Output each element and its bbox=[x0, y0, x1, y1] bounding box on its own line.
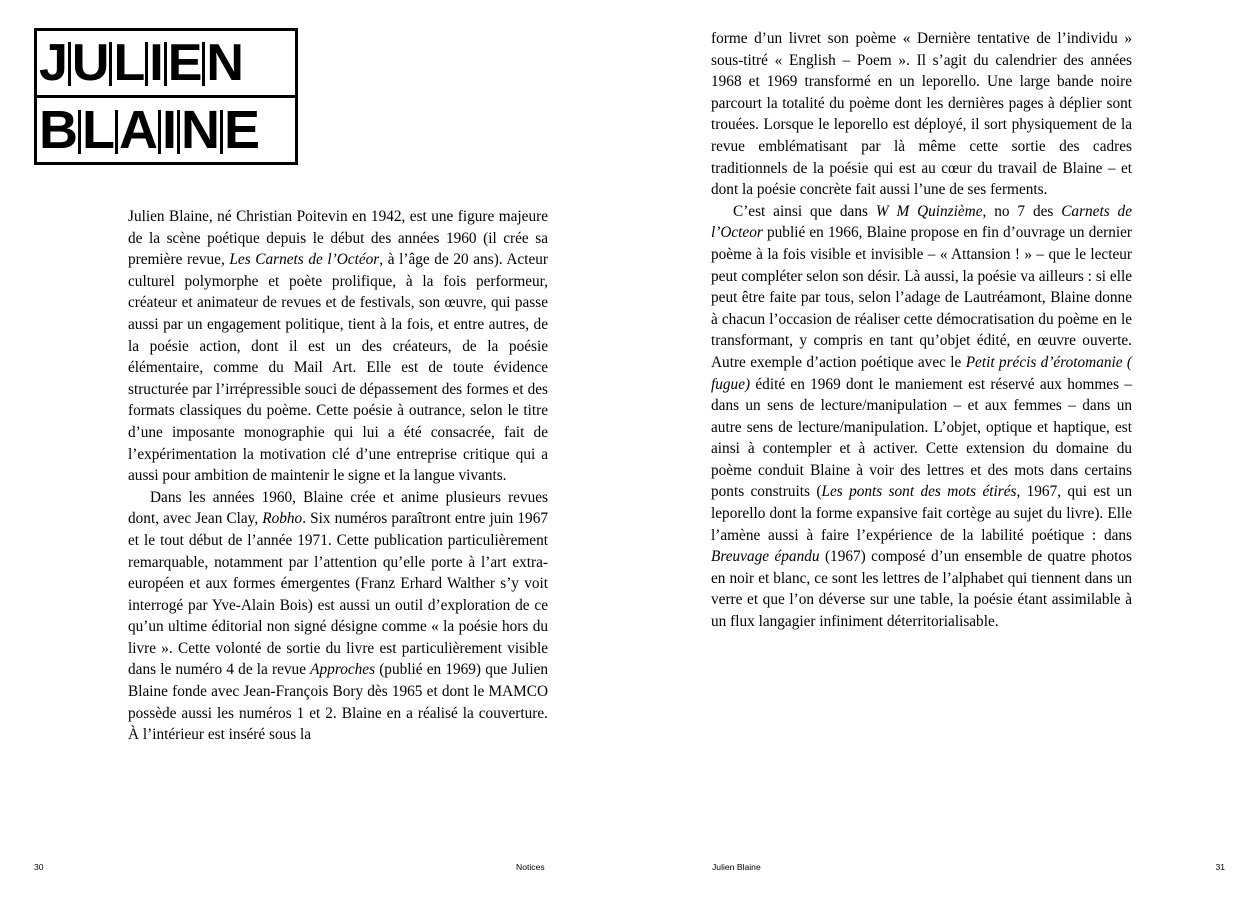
paragraph: Julien Blaine, né Christian Poitevin en 1942, est une figure majeure de la scène poétique depuis le début des années 1960 (il crée sa première revue, Les Carnets de l’Octéor, à l’âge de 20 ans). Acteur culturel polymorphe et poète prolifique, à la fois performeur, créateur et animateur de revues et de festivals, son œuvre, qui passe aussi par un engagement politique, tient à la fois, et entre autres, de la poésie action, dont il est un des créateurs, de la poésie élémentaire, comme du Mail Art. Elle est de toute évidence structurée par l’irrépressible souci de dépassement des formes et des formats classiques du poème. Cette poésie à outrance, selon le titre d’une imposante monographie qui lui a été consacrée, fait de l’expérimentation la motivation clé d’une entreprise critique qui a aussi pour ambition de maintenir le signe et la langue vivants. bbox=[128, 208, 549, 485]
paragraph: forme d’un livret son poème « Dernière tentative de l’individu » sous-titré « English – Poem ». Il s’agit du calendrier des années 1968 et 1969 transformé en un leporello. Une large bande noire parcourt la totalité du poème dont les dernières pages à déplier sont trouées. Lorsque le leporello est déployé, il sort physiquement de la revue emblématisant par là même cette sortie des cadres traditionnels de la poésie qui est au cœur du travail de Blaine – et dont la poésie concrète fait aussi l’une de ses ferments. bbox=[711, 30, 1132, 199]
footer bbox=[0, 862, 1259, 876]
title-rule bbox=[177, 110, 180, 154]
right-section-label: Julien Blaine bbox=[712, 862, 761, 872]
page-title-line-1-text: JULIEN bbox=[39, 34, 243, 92]
left-section-label: Notices bbox=[516, 862, 545, 872]
paragraph: C’est ainsi que dans W M Quinzième, no 7 des Carnets de l’Octeor publié en 1966, Blaine propose en fin d’ouvrage un dernier poème à la fois visible et invisible – « Attansion ! » – que le lecteur peut compléter selon son désir. Là aussi, la poésie va ailleurs : si elle peut être faite par tous, selon l’adage de Lautréamont, Blaine donne à chacun l’occasion de réaliser cette démocratisation du poème en le transformant, y compris en tant qu’objet édité, en œuvre ouverte. Autre exemple d’action poétique avec le Petit précis d’érotomanie ( fugue) édité en 1969 dont le maniement est réservé aux hommes – dans un sens de lecture/manipulation – et aux femmes – dans un autre sens de lecture/manipulation. L’objet, optique et haptique, est ainsi à contempler et à activer. Cette extension du domaine du poème conduit Blaine à voir des lettres et des mots dans certains ponts construits (Les ponts sont des mots étirés, 1967, qui est un leporello dont la forme expansive fait cortège au sujet du livre). Elle l’amène aussi à faire l’expérience de la labilité poétique : dans Breuvage épandu (1967) composé d’un ensemble de quatre photos en noir et blanc, ce sont les lettres de l’alphabet qui tiennent dans un verre et que l’on déverse sur une table, la poésie étant assimilable à un flux langagier infiniment déterritorialisable. bbox=[711, 202, 1132, 631]
page-title bbox=[34, 28, 298, 165]
title-rule bbox=[164, 42, 167, 86]
right-page-number: 31 bbox=[1215, 862, 1225, 872]
title-rule bbox=[158, 110, 161, 154]
title-rule bbox=[109, 42, 112, 86]
page-title-line-2-text: BLAINE bbox=[39, 100, 260, 160]
left-page-number: 30 bbox=[34, 862, 44, 872]
title-rule bbox=[220, 110, 223, 154]
page-title-line-2 bbox=[34, 95, 298, 165]
right-page-body bbox=[711, 28, 1132, 633]
paragraph: Dans les années 1960, Blaine crée et anime plusieurs revues dont, avec Jean Clay, Robho. Six numéros paraîtront entre juin 1967 et le tout début de l’année 1971. Cette publication particulièrement remarquable, notamment par l’attention qu’elle porte à l’art extra-européen et aux formes émergentes (Franz Erhard Walther s’y voit interrogé par Yve-Alain Bois) est aussi un outil d’exploration de ce qu’un ultime éditorial non signé désigne comme « la poésie hors du livre ». Cette volonté de sortie du livre est particulièrement visible dans le numéro 4 de la revue Approches (publié en 1969) que Julien Blaine fonde avec Jean-François Bory dès 1965 et dont le MAMCO possède aussi les numéros 1 et 2. Blaine en a réalisé la couverture. À l’intérieur est inséré sous la bbox=[128, 488, 549, 744]
title-rule bbox=[202, 42, 205, 86]
title-rule bbox=[68, 42, 71, 86]
title-rule bbox=[78, 110, 81, 154]
page-title-line-1 bbox=[34, 28, 298, 95]
left-page-body bbox=[128, 206, 548, 746]
title-rule bbox=[115, 110, 118, 154]
title-rule bbox=[145, 42, 148, 86]
